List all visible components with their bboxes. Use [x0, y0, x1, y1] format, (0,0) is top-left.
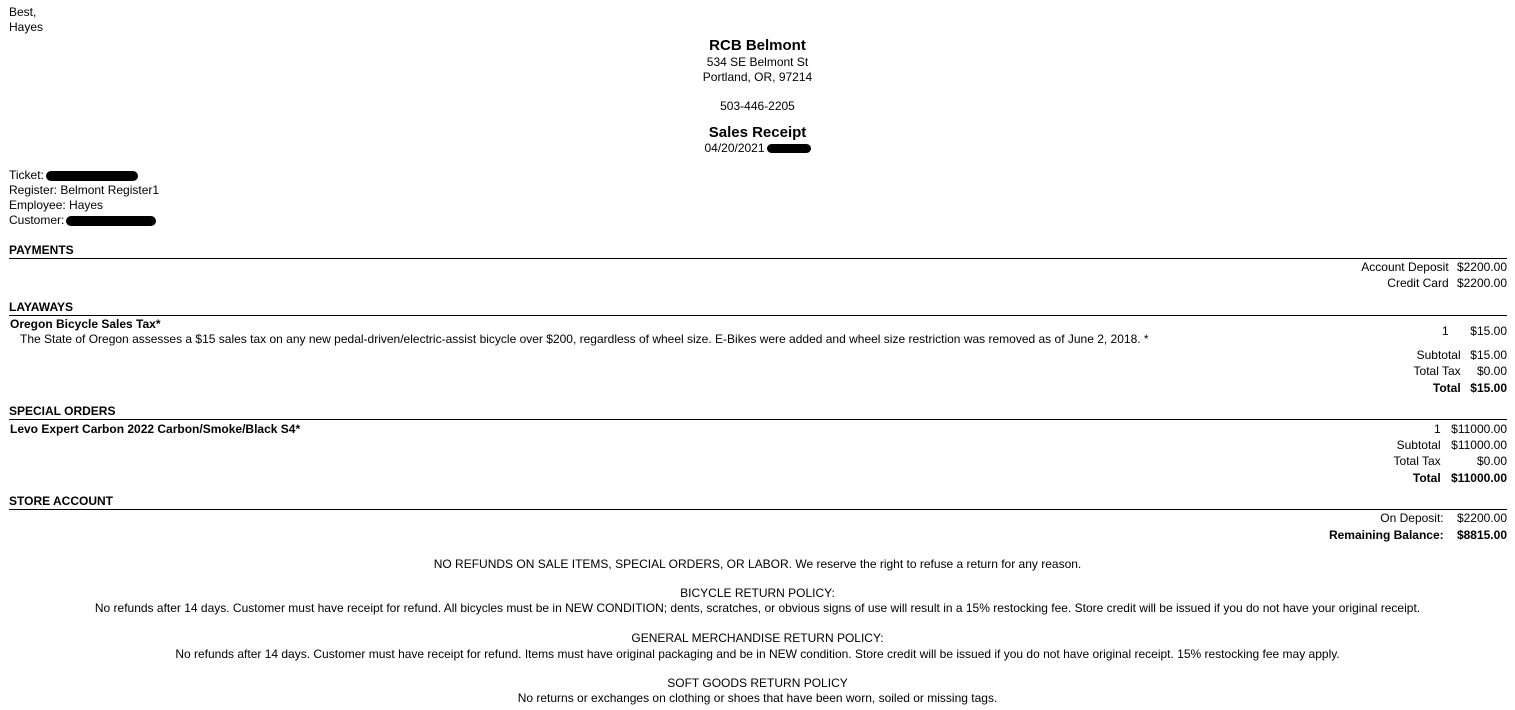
payment-label: Account Deposit [1361, 260, 1449, 274]
payment-row-credit-card [1387, 276, 1507, 291]
remaining-balance-label: Remaining Balance: [1328, 528, 1444, 542]
subtotal-value: $11000.00 [1451, 438, 1507, 452]
tax-value: $0.00 [1476, 454, 1507, 468]
store-address-line2: Portland, OR, 97214 [702, 70, 813, 84]
customer-row [9, 213, 159, 228]
redacted-time [767, 144, 811, 153]
layaway-tax-row [1414, 364, 1507, 379]
store-address-line1: 534 SE Belmont St [706, 55, 809, 69]
special-order-item-name: Levo Expert Carbon 2022 Carbon/Smoke/Black S4* [10, 422, 301, 436]
tax-value: $0.00 [1476, 364, 1507, 378]
total-value: $15.00 [1470, 381, 1507, 395]
receipt-title: Sales Receipt [708, 124, 807, 141]
layaway-total-row [1433, 381, 1507, 396]
on-deposit-row [1380, 511, 1507, 526]
general-policy-title: GENERAL MERCHANDISE RETURN POLICY: [631, 631, 884, 645]
layaway-price: $15.00 [1470, 324, 1507, 338]
layaway-subtotal-row [1417, 348, 1507, 363]
special-order-tax-row [1394, 454, 1507, 469]
ticket-info [9, 168, 159, 228]
special-order-qty: 1 [1433, 422, 1441, 436]
ticket-label: Ticket: [9, 168, 44, 182]
total-value: $11000.00 [1450, 471, 1507, 485]
on-deposit-label: On Deposit: [1380, 511, 1444, 525]
payment-label: Credit Card [1387, 276, 1449, 290]
special-order-qty-price [1434, 422, 1507, 437]
tax-label: Total Tax [1393, 454, 1441, 468]
redacted-ticket [46, 171, 138, 181]
customer-label: Customer: [9, 213, 65, 227]
payments-divider [9, 258, 1507, 259]
employee-line: Employee: Hayes [9, 198, 104, 212]
special-order-total-row [1413, 471, 1507, 486]
ticket-row [9, 168, 159, 183]
signoff-greeting: Best, [9, 5, 37, 19]
redacted-customer [66, 216, 156, 226]
register-line: Register: Belmont Register1 [9, 183, 160, 197]
payments-heading: PAYMENTS [9, 243, 74, 257]
special-orders-divider [9, 419, 1507, 420]
total-label: Total [1432, 381, 1461, 395]
store-account-heading: STORE ACCOUNT [9, 494, 114, 508]
soft-goods-policy-title: SOFT GOODS RETURN POLICY [667, 676, 848, 690]
bicycle-policy-title: BICYCLE RETURN POLICY: [680, 586, 835, 600]
payment-value: $2200.00 [1456, 260, 1507, 274]
remaining-balance-value: $8815.00 [1456, 528, 1507, 542]
subtotal-value: $15.00 [1470, 348, 1507, 362]
special-order-price: $11000.00 [1451, 422, 1507, 436]
layaways-divider [9, 315, 1507, 316]
layaway-item-qty-price [1442, 324, 1507, 339]
signoff [9, 5, 43, 35]
special-orders-heading: SPECIAL ORDERS [9, 404, 116, 418]
subtotal-label: Subtotal [1396, 438, 1441, 452]
payment-row-account-deposit [1361, 260, 1507, 275]
general-policy-text: No refunds after 14 days. Customer must have receipt for refund. Items must have original packaging and be in NEW condition. Store credit will be issued if you do not have original receipt. 15% restocking fee may apply. [175, 647, 1340, 661]
layaway-qty: 1 [1441, 324, 1449, 338]
tax-label: Total Tax [1413, 364, 1461, 378]
receipt-date-row [0, 141, 1515, 156]
bicycle-policy-text: No refunds after 14 days. Customer must have receipt for refund. All bicycles must be in NEW CONDITION; dents, scratches, or obvious signs of use will result in a 15% restocking fee. Store credit will be issued if you do not have your original receipt. [94, 601, 1421, 615]
on-deposit-value: $2200.00 [1456, 511, 1507, 525]
receipt-date: 04/20/2021 [704, 141, 765, 155]
remaining-balance-row [1329, 528, 1507, 543]
layaway-item-description: The State of Oregon assesses a $15 sales tax on any new pedal-driven/electric-assist bicycle over $200, regardless of wheel size. E-Bikes were added and wheel size restriction was removed as of June 2, 2018. * [20, 332, 1149, 346]
layaways-heading: LAYAWAYS [9, 300, 74, 314]
soft-goods-policy-text: No returns or exchanges on clothing or shoes that have been worn, soiled or missing tags. [517, 691, 998, 705]
store-account-divider [9, 509, 1507, 510]
layaway-item-name: Oregon Bicycle Sales Tax* [10, 317, 161, 331]
store-name: RCB Belmont [709, 37, 806, 54]
payment-value: $2200.00 [1456, 276, 1507, 290]
total-label: Total [1412, 471, 1441, 485]
special-order-subtotal-row [1397, 438, 1507, 453]
store-phone: 503-446-2205 [720, 99, 795, 113]
no-refunds-notice: NO REFUNDS ON SALE ITEMS, SPECIAL ORDERS, OR LABOR. We reserve the right to refuse a return for any reason. [433, 557, 1082, 571]
subtotal-label: Subtotal [1416, 348, 1461, 362]
signoff-name: Hayes [9, 20, 44, 34]
